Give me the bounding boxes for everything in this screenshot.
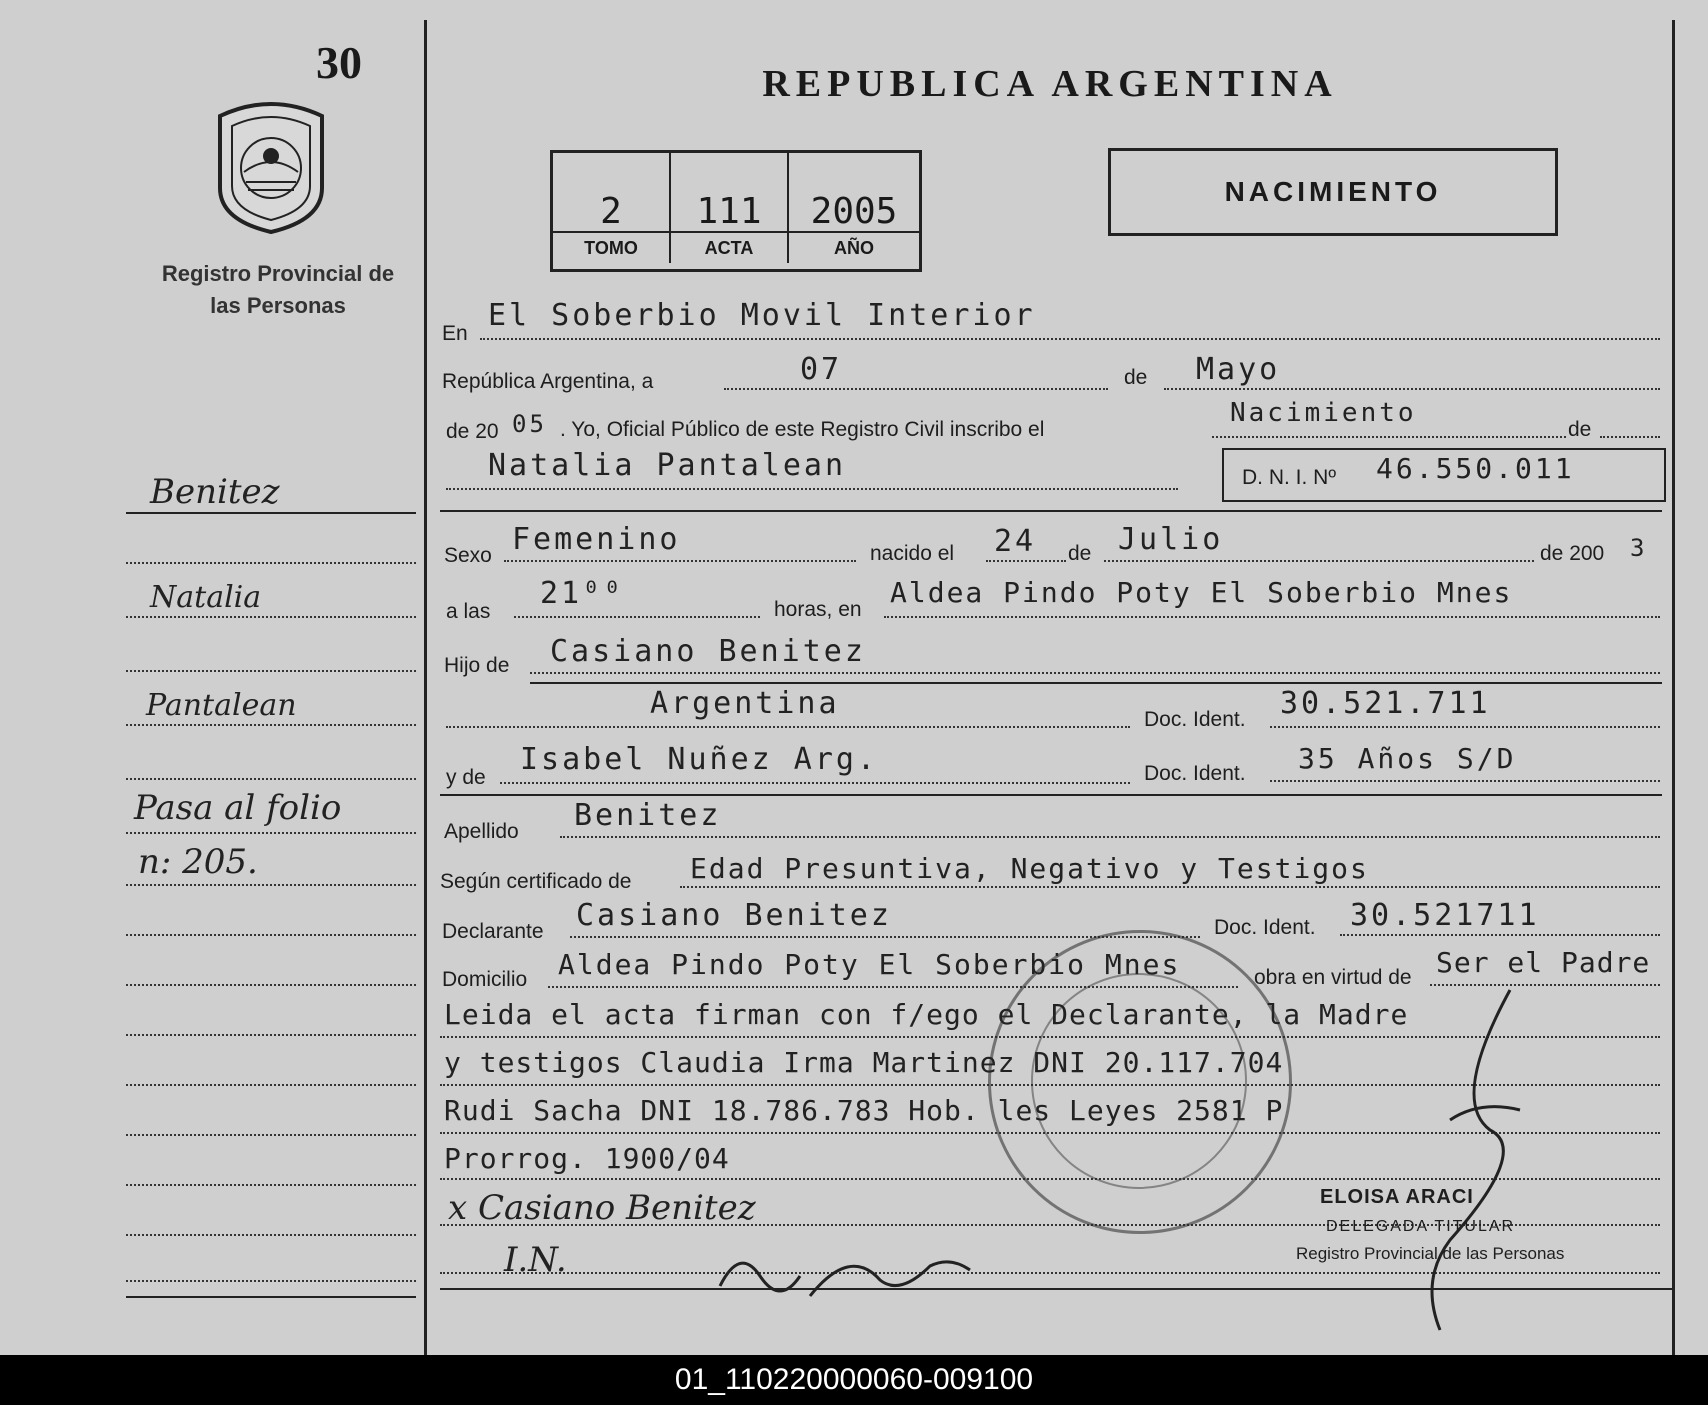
field-padre: Casiano Benitez (550, 634, 866, 669)
anio-cell (789, 153, 919, 263)
line-certificado (680, 886, 1660, 888)
line-sexo (504, 560, 856, 562)
line-nac-mes (1104, 560, 1534, 562)
line-declarante-doc (1340, 934, 1660, 936)
acta-reference-box (550, 150, 922, 272)
margin-dots-15 (126, 1280, 416, 1282)
right-border (1672, 20, 1675, 1355)
line-nac-dia (986, 560, 1066, 562)
field-lugar: El Soberbio Movil Interior (488, 298, 1036, 333)
margin-dots-11 (126, 1084, 416, 1086)
field-sexo: Femenino (512, 522, 681, 557)
line-hecho (1212, 436, 1566, 438)
acta-label: ACTA (671, 231, 787, 263)
line-after-name (440, 510, 1662, 512)
official-role: DELEGADA TITULAR (1326, 1218, 1516, 1235)
field-obs-1: Leida el acta firman con f/ego el Declarante, la Madre (444, 998, 1409, 1031)
label-hijo: Hijo de (444, 654, 510, 677)
anio-value: 2005 (810, 191, 898, 232)
margin-dots-4 (126, 724, 416, 726)
anio-label: AÑO (789, 231, 919, 263)
label-nacido: nacido el (870, 542, 955, 565)
margin-dots-6 (126, 832, 416, 834)
margin-dots-9 (126, 984, 416, 986)
label-sexo: Sexo (444, 544, 492, 567)
label-y-de: y de (446, 766, 486, 789)
label-doc2: Doc. Ident. (1144, 762, 1246, 785)
signature-initials: I.N. (504, 1240, 567, 1280)
line-after-madre (440, 794, 1662, 796)
label-doc1: Doc. Ident. (1144, 708, 1246, 731)
left-column-divider (424, 20, 427, 1355)
margin-line-1 (126, 512, 416, 514)
margin-dots-10 (126, 1034, 416, 1036)
line-hora (514, 616, 760, 618)
field-nac-anio-suffix: 3 (1630, 534, 1648, 562)
label-segun: Según certificado de (440, 870, 632, 893)
margin-dots-13 (126, 1184, 416, 1186)
line-en (480, 338, 1660, 340)
line-nombre (446, 488, 1178, 490)
label-de200: de 200 (1540, 542, 1605, 565)
margin-nota-2: n: 205. (138, 842, 258, 882)
tomo-value: 2 (600, 191, 622, 232)
line-padre-doc (1270, 726, 1660, 728)
line-apellido (560, 836, 1660, 838)
registro-provincial-label: Registro Provincial de las Personas (161, 261, 395, 318)
field-certificado: Edad Presuntiva, Negativo y Testigos (690, 852, 1369, 885)
field-madre-doc: 35 Años S/D (1298, 742, 1517, 775)
signature-scribble-icon (710, 1236, 990, 1306)
label-horas: horas, en (774, 598, 862, 621)
field-padre-nac: Argentina (650, 686, 840, 721)
label-dni: D. N. I. Nº (1242, 466, 1337, 489)
line-padre-nac (446, 726, 1130, 728)
field-obs-4: Prorrog. 1900/04 (444, 1142, 730, 1175)
signature-declarante: x Casiano Benitez (448, 1188, 756, 1228)
margin-nombre2: Pantalean (146, 688, 297, 723)
label-declarante: Declarante (442, 920, 544, 943)
field-madre: Isabel Nuñez Arg. (520, 742, 879, 777)
official-seal-stamp-icon (988, 930, 1292, 1234)
field-dia: 07 (800, 352, 843, 387)
label-apellido: Apellido (444, 820, 519, 843)
field-declarante-doc: 30.521711 (1350, 898, 1540, 933)
label-obra: obra en virtud de (1254, 966, 1412, 989)
official-name: ELOISA ARACI (1320, 1186, 1474, 1208)
margin-nota-1: Pasa al folio (134, 788, 342, 828)
line-mes (1164, 388, 1660, 390)
tomo-cell (553, 153, 671, 263)
official-office: Registro Provincial de las Personas (1296, 1244, 1565, 1263)
field-anio-suffix: 05 (512, 410, 547, 438)
line-dia (724, 388, 1108, 390)
label-de-end: de (1568, 418, 1592, 441)
label-de: de (1124, 366, 1148, 389)
field-virtud: Ser el Padre (1436, 946, 1651, 979)
margin-dots-12 (126, 1134, 416, 1136)
field-mes: Mayo (1196, 352, 1281, 387)
acta-cell (671, 153, 789, 263)
label-domicilio: Domicilio (442, 968, 528, 991)
label-yo: . Yo, Oficial Público de este Registro Civil inscribo el (560, 418, 1045, 441)
margin-dots-14 (126, 1234, 416, 1236)
line-lugar-nac (884, 616, 1660, 618)
margin-dots-5 (126, 778, 416, 780)
margin-dots-7 (126, 884, 416, 886)
label-republica: República Argentina, a (442, 370, 654, 393)
label-a-las: a las (446, 600, 491, 623)
field-padre-doc: 30.521.711 (1280, 686, 1491, 721)
label-de2: de (1068, 542, 1092, 565)
field-dni: 46.550.011 (1376, 452, 1575, 485)
margin-dots-2 (126, 616, 416, 618)
acta-value: 111 (696, 191, 762, 232)
field-domicilio: Aldea Pindo Poty El Soberbio Mnes (558, 948, 1181, 981)
line-madre (500, 782, 1130, 784)
folio-number: 30 (316, 37, 362, 88)
seal-inner-ring (1031, 973, 1247, 1189)
line-padre (530, 672, 1660, 674)
margin-dots-3 (126, 670, 416, 672)
margin-dots-1 (126, 562, 416, 564)
official-signature-icon (1390, 980, 1540, 1340)
tomo-label: TOMO (553, 231, 669, 263)
field-obs-2: y testigos Claudia Irma Martinez DNI 20.117.704 (444, 1046, 1284, 1079)
field-declarante: Casiano Benitez (576, 898, 892, 933)
label-en: En (442, 322, 468, 345)
margin-line-end (126, 1296, 416, 1298)
field-obs-3: Rudi Sacha DNI 18.786.783 Hob. les Leyes 2581 P (444, 1094, 1284, 1127)
label-de20: de 20 (446, 420, 499, 443)
line-madre-doc (1270, 780, 1660, 782)
field-nombre-completo: Natalia Pantalean (488, 448, 847, 483)
field-lugar-nac: Aldea Pindo Poty El Soberbio Mnes (890, 576, 1513, 609)
field-nac-dia: 24 (994, 524, 1037, 559)
margin-dots-8 (126, 934, 416, 936)
field-hecho: Nacimiento (1230, 398, 1417, 428)
label-doc3: Doc. Ident. (1214, 916, 1316, 939)
line-de-end (1600, 436, 1660, 438)
field-nac-mes: Julio (1118, 522, 1224, 557)
provincial-seal-icon (208, 96, 334, 236)
tipo-nacimiento-box: NACIMIENTO (1108, 148, 1558, 236)
field-hora: 21⁰⁰ (540, 576, 625, 611)
page-title: REPUBLICA ARGENTINA (762, 63, 1338, 105)
field-apellido: Benitez (574, 798, 722, 833)
document-code: 01_110220000060-009100 (0, 1355, 1708, 1405)
margin-apellido: Benitez (150, 472, 280, 512)
line-hijo-under (530, 682, 1662, 684)
margin-nombre: Natalia (150, 580, 262, 615)
